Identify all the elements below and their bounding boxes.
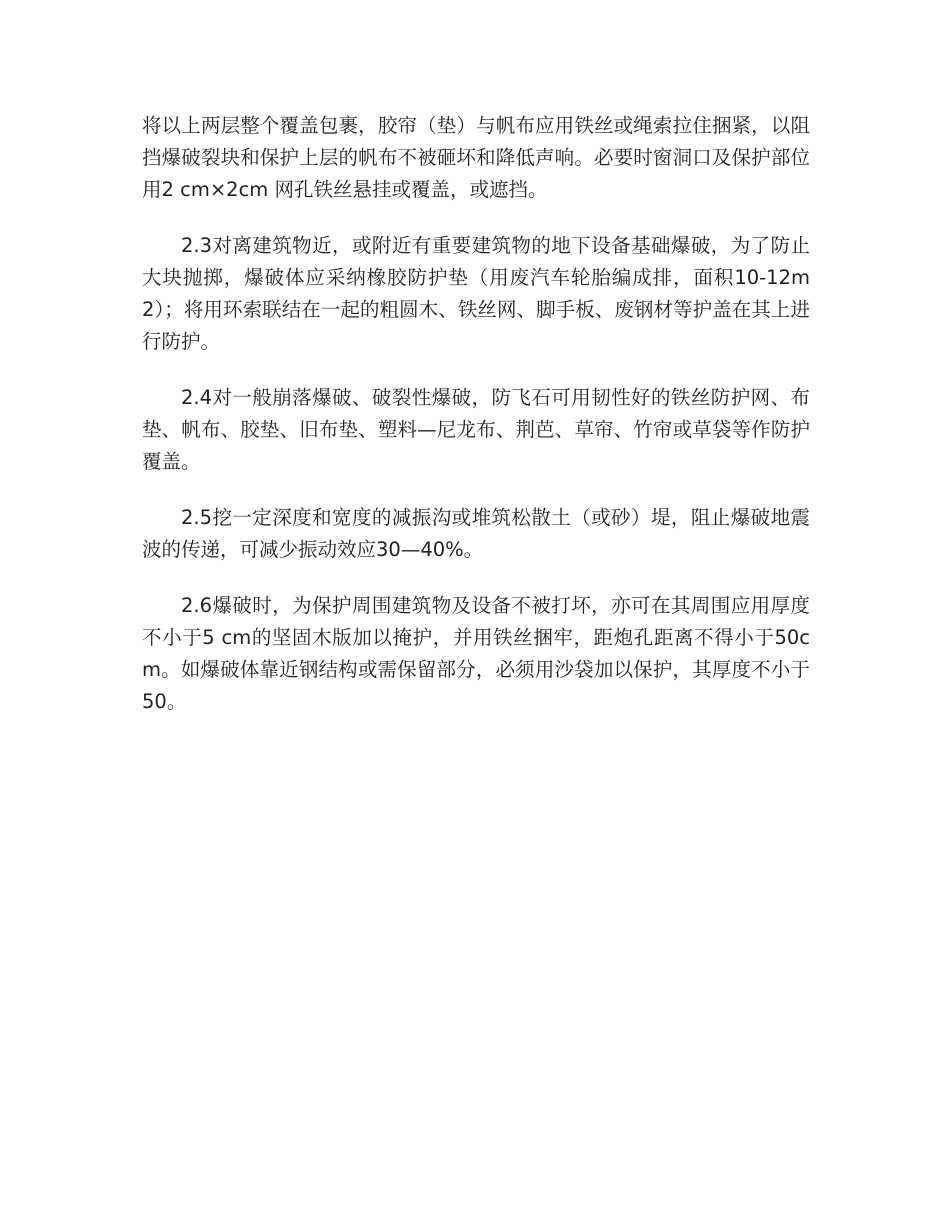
paragraph-section-2-5: 2.5挖一定深度和宽度的减振沟或堆筑松散土（或砂）堤，阻止爆破地震波的传递，可减少振动效应30—40%。	[142, 506, 810, 561]
paragraph-section-2-6: 2.6爆破时，为保护周围建筑物及设备不被打坏，亦可在其周围应用厚度不小于5 cm的坚固木版加以掩护，并用铁丝捆牢，距炮孔距离不得小于50cm。如爆破体靠近钢结构或需保留部分，必须用沙袋加以保护，其厚度不小于50。	[142, 594, 810, 713]
document-body	[142, 110, 810, 742]
paragraph-section-2-3: 2.3对离建筑物近，或附近有重要建筑物的地下设备基础爆破，为了防止大块抛掷，爆破体应采纳橡胶防护垫（用废汽车轮胎编成排，面积10-12m2）；将用环索联结在一起的粗圆木、铁丝网、脚手板、废钢材等护盖在其上进行防护。	[142, 234, 810, 353]
paragraph-cover-wrap: 将以上两层整个覆盖包裹，胶帘（垫）与帆布应用铁丝或绳索拉住捆紧，以阻挡爆破裂块和保护上层的帆布不被砸坏和降低声响。必要时窗洞口及保护部位用2 cm×2cm 网孔铁丝悬挂或覆盖，或遮挡。	[142, 114, 810, 201]
paragraph-section-2-4: 2.4对一般崩落爆破、破裂性爆破，防飞石可用韧性好的铁丝防护网、布垫、帆布、胶垫、旧布垫、塑料—尼龙布、荆芭、草帘、竹帘或草袋等作防护覆盖。	[142, 386, 810, 473]
